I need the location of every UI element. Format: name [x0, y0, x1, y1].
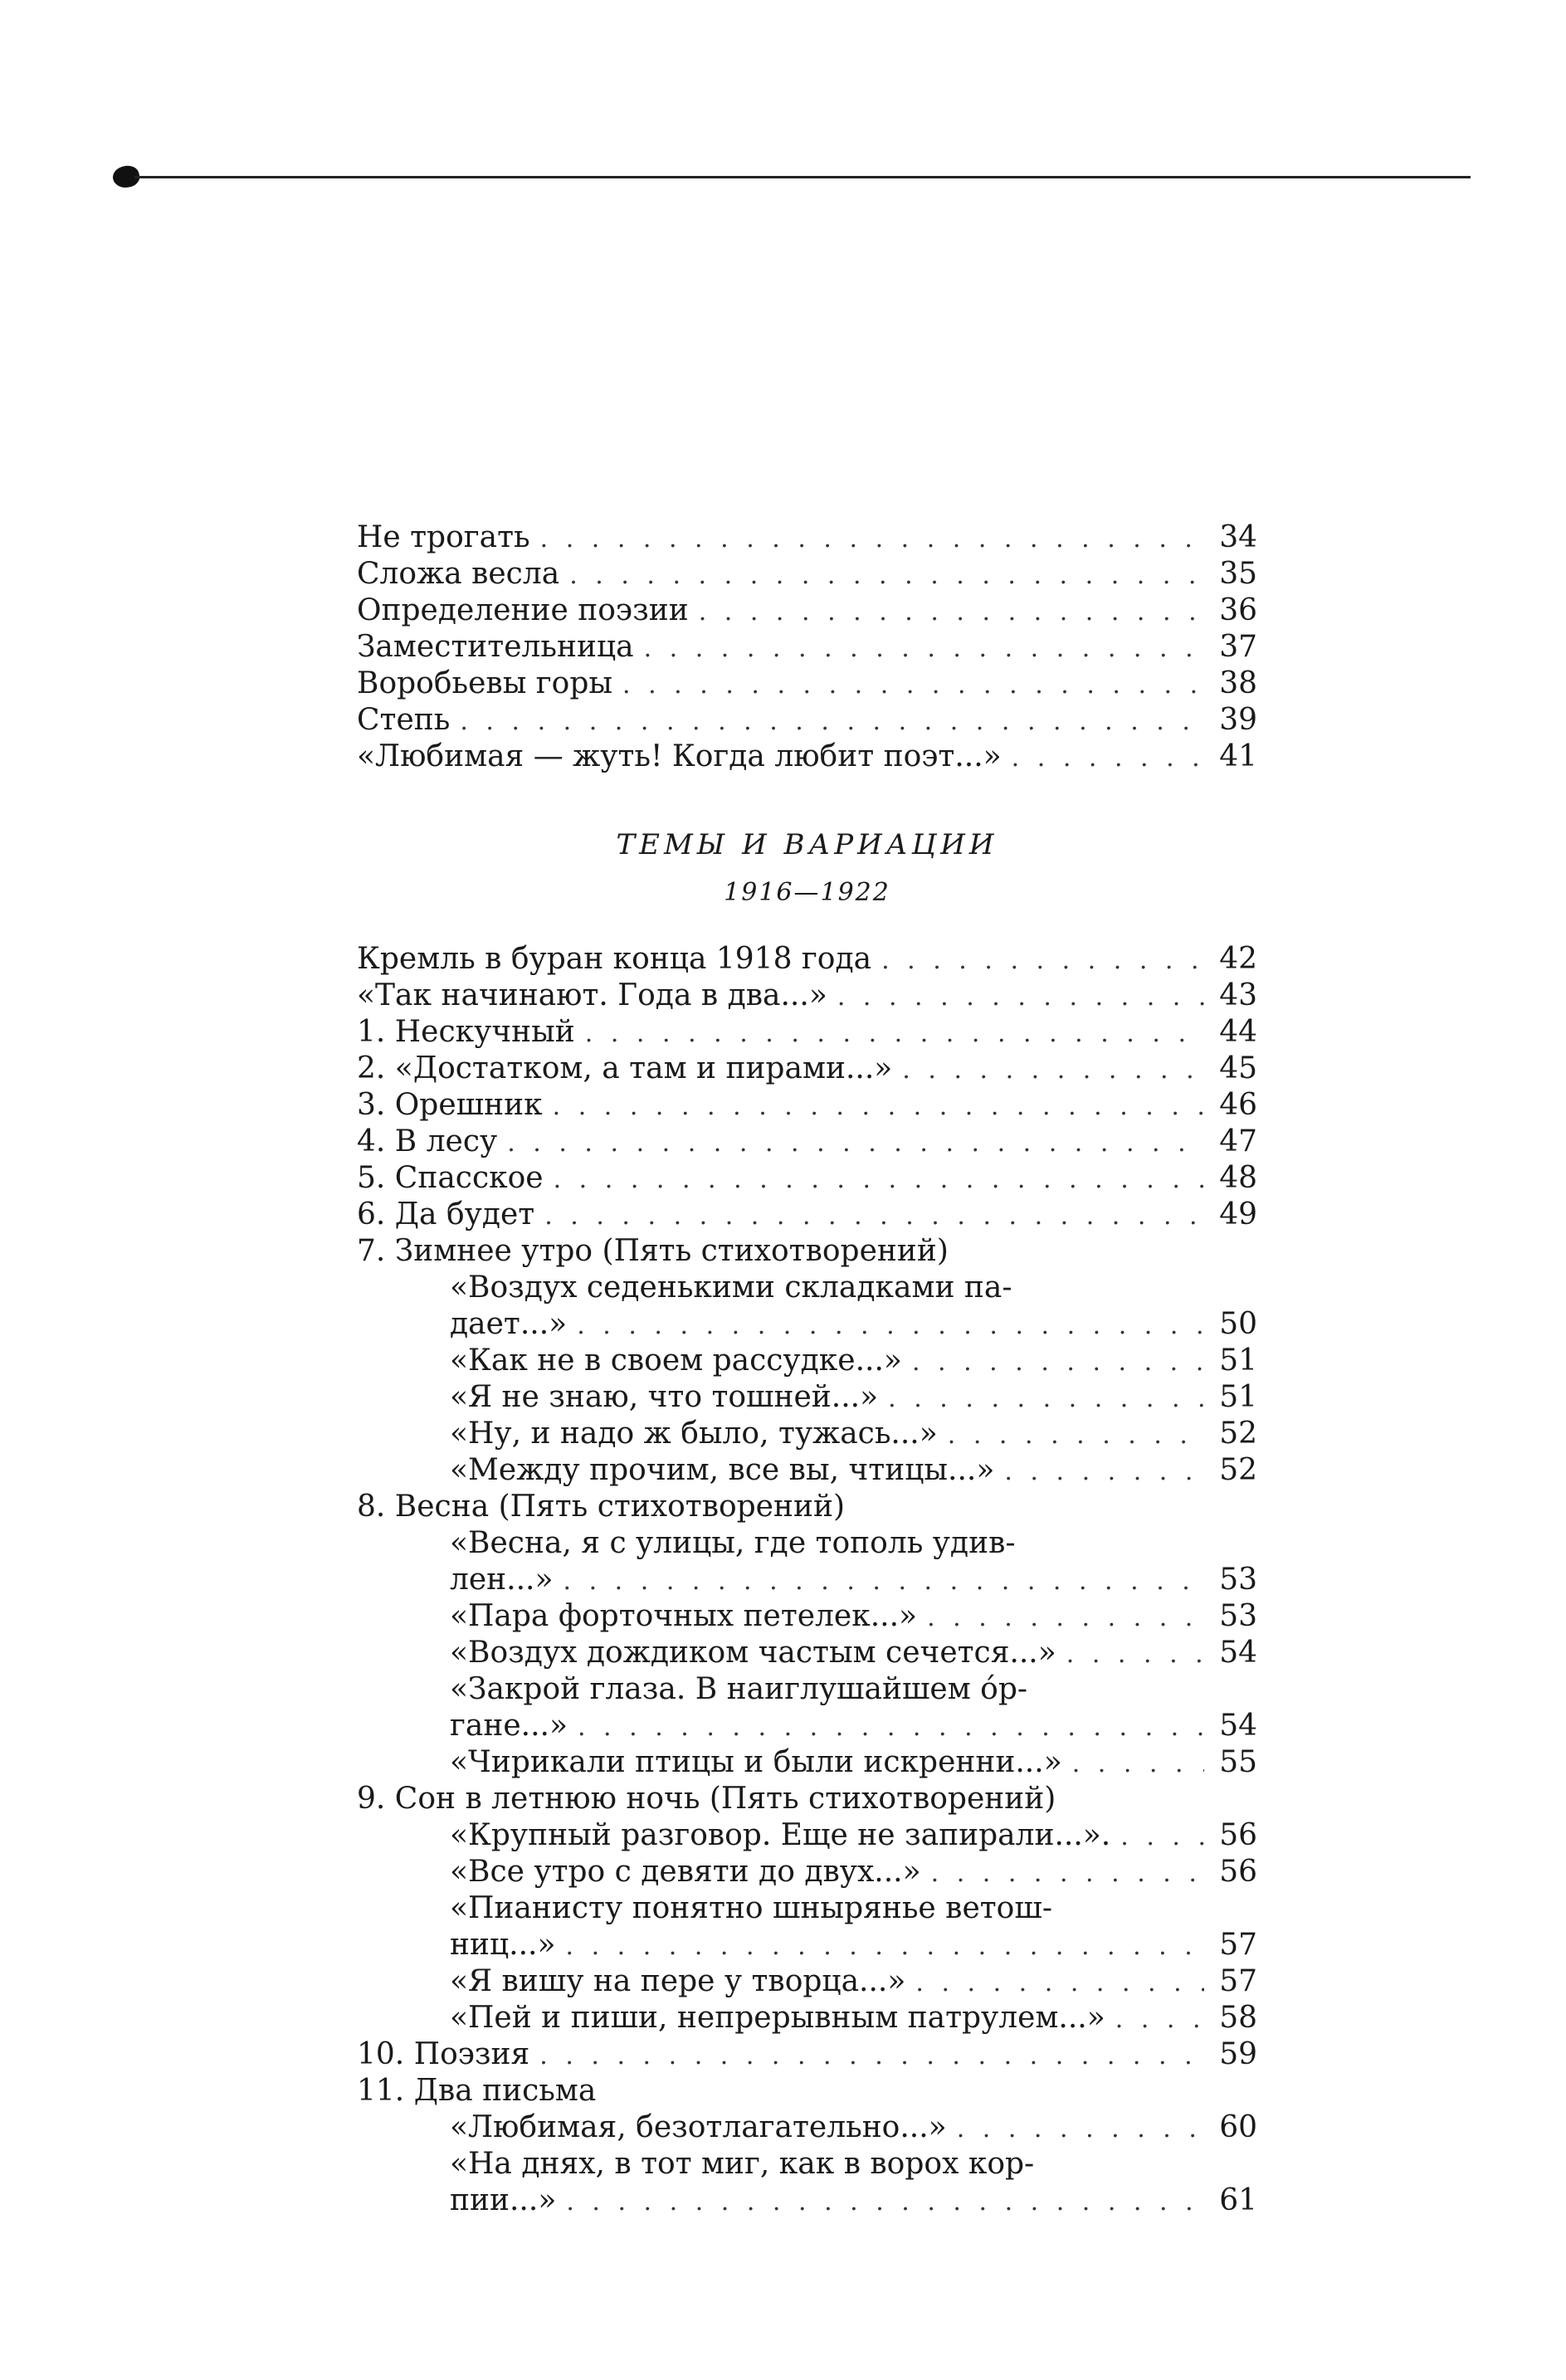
toc-entry-title: «Пианисту понятно шнырянье ветош-	[450, 1891, 1052, 1925]
toc-entry-title: «Так начинают. Года в два...»	[357, 978, 827, 1012]
toc-entry-title: 11. Два письма	[357, 2074, 597, 2108]
dot-leader	[947, 2111, 1204, 2146]
toc-entry-page: 51	[1219, 1344, 1257, 1378]
dot-leader	[827, 979, 1204, 1014]
toc-entry	[357, 1051, 1257, 1087]
dot-leader	[612, 667, 1204, 702]
dot-leader	[567, 1308, 1204, 1343]
toc-entry-title: 5. Спасское	[357, 1161, 544, 1195]
toc-entry	[357, 941, 1257, 978]
dot-leader	[575, 1016, 1204, 1051]
toc-entry-page: 54	[1219, 1636, 1257, 1670]
toc-entry	[357, 519, 1257, 556]
dot-leader	[1002, 740, 1204, 775]
toc-entry	[357, 2036, 1257, 2073]
toc-entry-page: 49	[1219, 1197, 1257, 1231]
dot-leader	[1056, 1636, 1204, 1671]
toc-entry-title: «Пара форточных петелек...»	[450, 1599, 918, 1633]
toc-entry-title: 4. В лесу	[357, 1124, 498, 1158]
toc-entry-title: «Между прочим, все вы, чтицы...»	[450, 1453, 995, 1487]
dot-leader	[905, 1965, 1204, 2000]
toc-entry-title: «Закрой глаза. В наиглушайшем о́р-	[450, 1672, 1028, 1706]
dot-leader	[1062, 1746, 1204, 1781]
toc-entry	[357, 1343, 1257, 1379]
dot-leader	[902, 1344, 1204, 1379]
toc-entry-title: гане...»	[450, 1709, 568, 1743]
toc-entry-page: 53	[1219, 1599, 1257, 1633]
toc-entry	[357, 739, 1257, 775]
toc-entry-page: 41	[1219, 739, 1257, 773]
toc-entry	[357, 1708, 1257, 1744]
toc-entry-page: 57	[1219, 1964, 1257, 1998]
toc-entry-page: 55	[1219, 1745, 1257, 1779]
toc-entry-title: 9. Сон в летнюю ночь (Пять стихотворений)	[357, 1782, 1056, 1816]
toc-entry-page: 52	[1219, 1417, 1257, 1451]
toc-entry-title: «Я вишу на пере у творца...»	[450, 1964, 906, 1998]
dot-leader	[938, 1417, 1204, 1452]
section-title: ТЕМЫ И ВАРИАЦИИ	[616, 828, 998, 861]
dot-leader	[568, 1709, 1204, 1744]
toc-entry-page: 46	[1219, 1088, 1257, 1122]
toc-entry-page: 52	[1219, 1453, 1257, 1487]
toc-entry	[357, 1854, 1257, 1890]
toc-entry	[357, 1233, 1257, 1270]
toc-entry	[357, 1525, 1257, 1562]
toc-entry-title: Определение поэзии	[357, 593, 689, 627]
toc-entry	[357, 629, 1257, 666]
toc-entry	[357, 1671, 1257, 1708]
toc-entry	[357, 1817, 1257, 1854]
dot-leader	[878, 1381, 1204, 1416]
toc-entry-title: «Пей и пиши, непрерывным патрулем...»	[450, 2001, 1105, 2035]
toc-entry-page: 53	[1219, 1563, 1257, 1597]
toc-entry-page: 44	[1219, 1015, 1257, 1049]
toc-entry-title: «Воздух седенькими складками па-	[450, 1270, 1012, 1305]
toc-entry-title: «Ну, и надо ж было, тужась...»	[450, 1417, 938, 1451]
toc-entry-page: 51	[1219, 1380, 1257, 1414]
toc-entry-page: 57	[1219, 1928, 1257, 1962]
toc-entry-title: «На днях, в тот миг, как в ворох кор-	[450, 2147, 1035, 2181]
toc-entry-page: 54	[1219, 1709, 1257, 1743]
toc-entry-page: 59	[1219, 2037, 1257, 2071]
dot-leader	[892, 1052, 1204, 1087]
toc-entry	[357, 1197, 1257, 1233]
dot-leader	[917, 1600, 1204, 1635]
dot-leader	[543, 1089, 1204, 1124]
dot-leader	[544, 1162, 1204, 1197]
toc-entry	[357, 1562, 1257, 1598]
toc-entry-title: «Любимая — жуть! Когда любит поэт...»	[357, 739, 1002, 773]
toc-entry-page: 45	[1219, 1051, 1257, 1085]
toc-entry-page: 47	[1219, 1124, 1257, 1158]
toc-entry	[357, 1306, 1257, 1343]
dot-leader	[634, 631, 1204, 666]
toc-entry-title: Заместительница	[357, 630, 634, 664]
toc-entry	[357, 2182, 1257, 2219]
toc-entry-title: Кремль в буран конца 1918 года	[357, 942, 872, 976]
dot-leader	[497, 1125, 1204, 1160]
toc-part-2	[357, 941, 1257, 2219]
dot-leader	[559, 558, 1204, 593]
toc-entry	[357, 1890, 1257, 1927]
toc-entry	[357, 1963, 1257, 2000]
toc-entry	[357, 702, 1257, 739]
toc-entry	[357, 1744, 1257, 1781]
toc-entry	[357, 1416, 1257, 1452]
toc-entry	[357, 1160, 1257, 1197]
dot-leader	[450, 704, 1204, 739]
toc-entry-title: «Крупный разговор. Еще не запирали...».	[450, 1818, 1111, 1852]
toc-entry-title: «Все утро с девяти до двух...»	[450, 1855, 921, 1889]
toc-entry-title: «Весна, я с улицы, где тополь удив-	[450, 1526, 1016, 1560]
toc-entry-title: 10. Поэзия	[357, 2037, 530, 2071]
toc-entry	[357, 1598, 1257, 1635]
toc-entry-title: дает...»	[450, 1307, 568, 1341]
toc-entry	[357, 666, 1257, 702]
toc-entry-page: 36	[1219, 593, 1257, 627]
toc-entry-title: 6. Да будет	[357, 1197, 535, 1231]
dot-leader	[994, 1454, 1204, 1489]
toc-entry	[357, 556, 1257, 593]
toc-entry-page: 34	[1219, 520, 1257, 554]
toc-entry-page: 60	[1219, 2110, 1257, 2144]
dot-leader	[871, 943, 1204, 978]
toc-entry-page: 58	[1219, 2001, 1257, 2035]
toc-entry-title: Не трогать	[357, 520, 530, 554]
toc-entry-page: 48	[1219, 1161, 1257, 1195]
toc-entry-page: 38	[1219, 666, 1257, 700]
toc-entry-title: ниц...»	[450, 1928, 556, 1962]
dot-leader	[556, 1929, 1205, 1963]
dot-leader	[1105, 2002, 1204, 2036]
toc-entry-page: 61	[1219, 2183, 1257, 2217]
toc-entry	[357, 2146, 1257, 2182]
toc-entry-title: 7. Зимнее утро (Пять стихотворений)	[357, 1234, 949, 1268]
section-years: 1916—1922	[724, 878, 890, 907]
dot-leader	[554, 1563, 1204, 1598]
toc-entry	[357, 2000, 1257, 2036]
header-rule	[134, 176, 1471, 178]
toc-entry-page: 43	[1219, 978, 1257, 1012]
dot-leader	[556, 2184, 1204, 2219]
toc-entry-page: 35	[1219, 557, 1257, 591]
toc-entry	[357, 1927, 1257, 1963]
toc-entry	[357, 1452, 1257, 1489]
toc-entry-title: лен...»	[450, 1563, 554, 1597]
toc-entry-title: Воробьевы горы	[357, 666, 613, 700]
toc-entry	[357, 1635, 1257, 1671]
toc-entry	[357, 1124, 1257, 1160]
toc-part-1	[357, 519, 1257, 775]
toc-entry-title: Степь	[357, 703, 451, 737]
dot-leader	[534, 1198, 1204, 1233]
toc-entry-page: 42	[1219, 942, 1257, 976]
dot-leader	[921, 1856, 1204, 1890]
toc-entry-title: Сложа весла	[357, 557, 560, 591]
toc-entry	[357, 2109, 1257, 2146]
toc-entry-title: «Я не знаю, что тошней...»	[450, 1380, 879, 1414]
dot-leader	[530, 521, 1204, 556]
toc-entry	[357, 978, 1257, 1014]
dot-leader	[529, 2038, 1204, 2073]
toc-entry-page: 56	[1219, 1855, 1257, 1889]
toc-entry-page: 37	[1219, 630, 1257, 664]
toc-entry-page: 56	[1219, 1818, 1257, 1852]
toc-entry	[357, 2073, 1257, 2109]
toc-entry-title: «Чирикали птицы и были искренни...»	[450, 1745, 1062, 1779]
toc-entry-title: 1. Нескучный	[357, 1015, 575, 1049]
toc-entry	[357, 1781, 1257, 1817]
toc-entry-title: «Воздух дождиком частым сечется...»	[450, 1636, 1056, 1670]
toc-entry-title: 3. Орешник	[357, 1088, 543, 1122]
toc-entry-page: 50	[1219, 1307, 1257, 1341]
toc-entry	[357, 1014, 1257, 1051]
toc-entry	[357, 1270, 1257, 1306]
toc-entry-title: «Любимая, безотлагательно...»	[450, 2110, 947, 2144]
toc-entry-title: пии...»	[450, 2183, 557, 2217]
dot-leader	[1110, 1819, 1204, 1854]
toc-entry-title: «Как не в своем рассудке...»	[450, 1344, 902, 1378]
toc-entry	[357, 1379, 1257, 1416]
toc-entry-page: 39	[1219, 703, 1257, 737]
toc-entry	[357, 593, 1257, 629]
toc-entry-title: 2. «Достатком, а там и пирами...»	[357, 1051, 893, 1085]
toc-entry	[357, 1489, 1257, 1525]
dot-leader	[689, 594, 1204, 629]
toc-entry-title: 8. Весна (Пять стихотворений)	[357, 1490, 846, 1524]
toc-entry	[357, 1087, 1257, 1124]
